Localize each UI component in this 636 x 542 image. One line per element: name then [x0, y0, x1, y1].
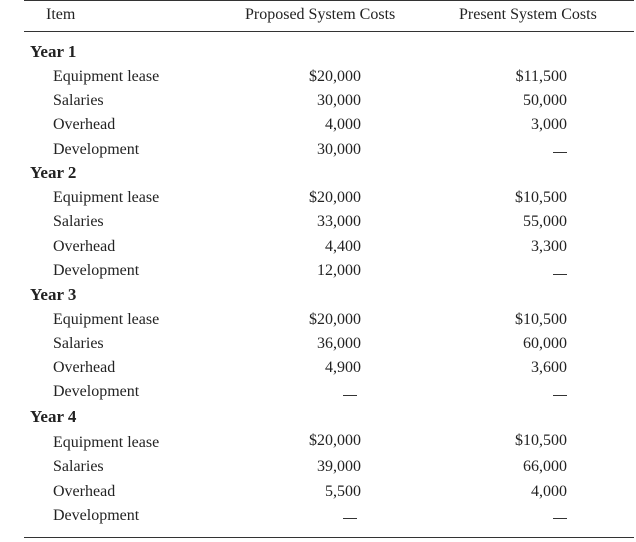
y4-row4-proposed-dash — [343, 518, 357, 519]
y4-row2-item: Salaries — [53, 458, 104, 475]
y4-row1-present: $10,500 — [515, 432, 567, 449]
y2-row4-present-dash — [553, 274, 567, 275]
y2-row2-present: 55,000 — [523, 213, 567, 230]
y3-row3-present: 3,600 — [531, 359, 567, 376]
y3-row4-present-dash — [553, 395, 567, 396]
y3-row2-present: 60,000 — [523, 335, 567, 352]
year-3-heading: Year 3 — [30, 285, 77, 304]
y2-row2-item: Salaries — [53, 213, 104, 230]
y2-row4-proposed: 12,000 — [317, 262, 361, 279]
year-1-heading: Year 1 — [30, 42, 77, 61]
y2-row3-present: 3,300 — [531, 238, 567, 255]
year-2-heading: Year 2 — [30, 163, 77, 182]
y3-row3-item: Overhead — [53, 359, 116, 376]
y2-row3-proposed: 4,400 — [325, 238, 361, 255]
y1-row4-item: Development — [53, 141, 140, 158]
y3-row1-proposed: $20,000 — [309, 311, 361, 328]
y1-row1-item: Equipment lease — [53, 68, 160, 85]
y4-row2-present: 66,000 — [523, 458, 567, 475]
y4-row1-item: Equipment lease — [53, 434, 160, 451]
y1-row4-present-dash — [553, 152, 567, 153]
y4-row3-item: Overhead — [53, 483, 116, 500]
bottom-rule — [24, 537, 634, 538]
y2-row4-item: Development — [53, 262, 140, 279]
y3-row4-item: Development — [53, 383, 140, 400]
year-4-heading: Year 4 — [30, 407, 77, 426]
header-rule — [24, 31, 634, 32]
y2-row1-proposed: $20,000 — [309, 189, 361, 206]
header-item: Item — [46, 6, 76, 23]
y3-row1-present: $10,500 — [515, 311, 567, 328]
y1-row3-present: 3,000 — [531, 116, 567, 133]
y3-row3-proposed: 4,900 — [325, 359, 361, 376]
y4-row2-proposed: 39,000 — [317, 458, 361, 475]
y3-row2-item: Salaries — [53, 335, 104, 352]
header-proposed: Proposed System Costs — [245, 6, 396, 23]
y1-row4-proposed: 30,000 — [317, 141, 361, 158]
y2-row1-present: $10,500 — [515, 189, 567, 206]
y1-row3-item: Overhead — [53, 116, 116, 133]
y1-row1-proposed: $20,000 — [309, 68, 361, 85]
y2-row3-item: Overhead — [53, 238, 116, 255]
y2-row1-item: Equipment lease — [53, 189, 160, 206]
y4-row3-present: 4,000 — [531, 483, 567, 500]
top-rule — [24, 0, 634, 1]
y3-row4-proposed-dash — [343, 395, 357, 396]
y4-row1-proposed: $20,000 — [309, 432, 361, 449]
y3-row1-item: Equipment lease — [53, 311, 160, 328]
y2-row2-proposed: 33,000 — [317, 213, 361, 230]
y1-row2-proposed: 30,000 — [317, 92, 361, 109]
y4-row3-proposed: 5,500 — [325, 483, 361, 500]
header-present: Present System Costs — [459, 6, 597, 23]
y3-row2-proposed: 36,000 — [317, 335, 361, 352]
y1-row1-present: $11,500 — [515, 68, 567, 85]
y1-row2-present: 50,000 — [523, 92, 567, 109]
y1-row3-proposed: 4,000 — [325, 116, 361, 133]
y4-row4-item: Development — [53, 507, 140, 524]
y1-row2-item: Salaries — [53, 92, 104, 109]
y4-row4-present-dash — [553, 518, 567, 519]
